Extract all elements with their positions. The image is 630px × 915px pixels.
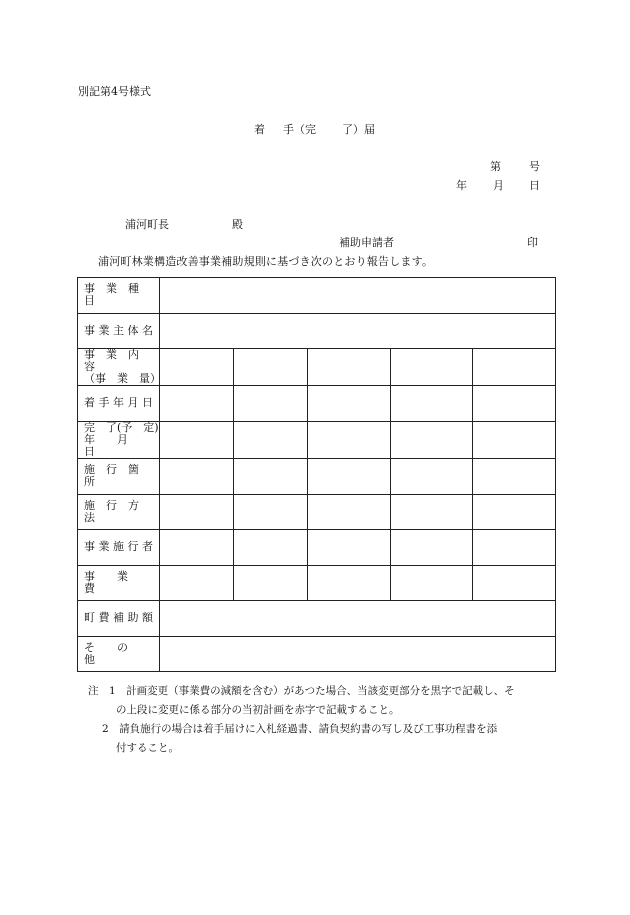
input-cell[interactable] bbox=[234, 565, 308, 601]
input-cell[interactable] bbox=[391, 494, 473, 530]
input-cell[interactable] bbox=[160, 349, 234, 386]
input-cell[interactable] bbox=[391, 530, 473, 566]
note-1-line-2: の上段に変更に係る部分の当初計画を赤字で記載すること。 bbox=[116, 704, 400, 716]
input-cell[interactable] bbox=[308, 494, 391, 530]
input-cell[interactable] bbox=[473, 530, 556, 566]
input-cell[interactable] bbox=[308, 386, 391, 422]
addressee-honorific: 殿 bbox=[232, 218, 243, 231]
table-row bbox=[78, 349, 556, 386]
table-row bbox=[78, 494, 556, 530]
input-cell[interactable] bbox=[391, 565, 473, 601]
note-2-line-1: 2 請負施行の場合は着手届けに入札経過書、請負契約書の写し及び工事功程書を添 bbox=[102, 723, 498, 735]
row-label: 町 費 補 助 額 bbox=[78, 601, 160, 637]
note-2-line-2: 付すること。 bbox=[116, 742, 179, 754]
input-cell[interactable] bbox=[473, 494, 556, 530]
input-cell[interactable] bbox=[473, 565, 556, 601]
row-label: 完 了(予 定) 年 月 日 bbox=[78, 421, 160, 458]
addressee-name: 浦河町長 bbox=[125, 218, 169, 231]
input-cell[interactable] bbox=[473, 459, 556, 495]
input-cell[interactable] bbox=[160, 530, 234, 566]
input-cell[interactable] bbox=[308, 459, 391, 495]
row-label: そ の 他 bbox=[78, 636, 160, 672]
row-label: 事 業 種 目 bbox=[78, 278, 160, 314]
input-cell[interactable] bbox=[160, 421, 234, 458]
intro-statement: 浦河町林業構造改善事業補助規則に基づき次のとおり報告します。 bbox=[98, 255, 434, 268]
input-cell[interactable] bbox=[160, 459, 234, 495]
table-row bbox=[78, 530, 556, 566]
input-cell[interactable] bbox=[160, 494, 234, 530]
table-row bbox=[78, 421, 556, 458]
row-label: 施 行 方 法 bbox=[78, 494, 160, 530]
applicant-label: 補助申請者 bbox=[339, 236, 394, 249]
notes-section bbox=[88, 682, 515, 758]
number-label-go: 号 bbox=[529, 160, 540, 173]
date-day-label: 日 bbox=[529, 179, 540, 192]
form-title bbox=[254, 124, 375, 135]
input-cell[interactable] bbox=[160, 386, 234, 422]
input-cell[interactable] bbox=[473, 386, 556, 422]
form-number-label: 別記第4号様式 bbox=[78, 85, 151, 98]
title-part-2: 手（完 bbox=[283, 123, 316, 136]
input-cell[interactable] bbox=[160, 636, 556, 672]
input-cell[interactable] bbox=[308, 530, 391, 566]
input-cell[interactable] bbox=[160, 278, 556, 314]
row-label: 事 業 施 行 者 bbox=[78, 530, 160, 566]
input-cell[interactable] bbox=[160, 601, 556, 637]
table-row bbox=[78, 278, 556, 314]
date-month-label: 月 bbox=[493, 179, 504, 192]
input-cell[interactable] bbox=[308, 349, 391, 386]
row-label: 事 業 費 bbox=[78, 565, 160, 601]
row-label: 施 行 箇 所 bbox=[78, 459, 160, 495]
number-label-dai: 第 bbox=[490, 160, 501, 173]
table-row bbox=[78, 636, 556, 672]
input-cell[interactable] bbox=[391, 349, 473, 386]
input-cell[interactable] bbox=[391, 421, 473, 458]
report-table bbox=[77, 277, 556, 672]
input-cell[interactable] bbox=[391, 459, 473, 495]
input-cell[interactable] bbox=[391, 386, 473, 422]
table-row bbox=[78, 386, 556, 422]
input-cell[interactable] bbox=[473, 349, 556, 386]
input-cell[interactable] bbox=[308, 421, 391, 458]
input-cell[interactable] bbox=[234, 421, 308, 458]
table-row bbox=[78, 459, 556, 495]
note-1-line-1: 注 1 計画変更（事業費の減額を含む）があつた場合、当該変更部分を黒字で記載し、そ bbox=[88, 685, 515, 697]
seal-mark: 印 bbox=[527, 236, 538, 249]
table-row bbox=[78, 601, 556, 637]
input-cell[interactable] bbox=[234, 459, 308, 495]
row-label: 着 手 年 月 日 bbox=[78, 386, 160, 422]
input-cell[interactable] bbox=[473, 421, 556, 458]
input-cell[interactable] bbox=[160, 565, 234, 601]
input-cell[interactable] bbox=[234, 530, 308, 566]
date-year-label: 年 bbox=[456, 179, 467, 192]
table-row bbox=[78, 313, 556, 349]
input-cell[interactable] bbox=[234, 386, 308, 422]
title-part-3: 了）届 bbox=[342, 123, 375, 136]
table-row bbox=[78, 565, 556, 601]
row-label: 事 業 内 容 （事 業 量） bbox=[78, 349, 160, 386]
input-cell[interactable] bbox=[234, 349, 308, 386]
title-part-1: 着 bbox=[254, 123, 265, 136]
row-label: 事 業 主 体 名 bbox=[78, 313, 160, 349]
input-cell[interactable] bbox=[234, 494, 308, 530]
input-cell[interactable] bbox=[160, 313, 556, 349]
input-cell[interactable] bbox=[308, 565, 391, 601]
